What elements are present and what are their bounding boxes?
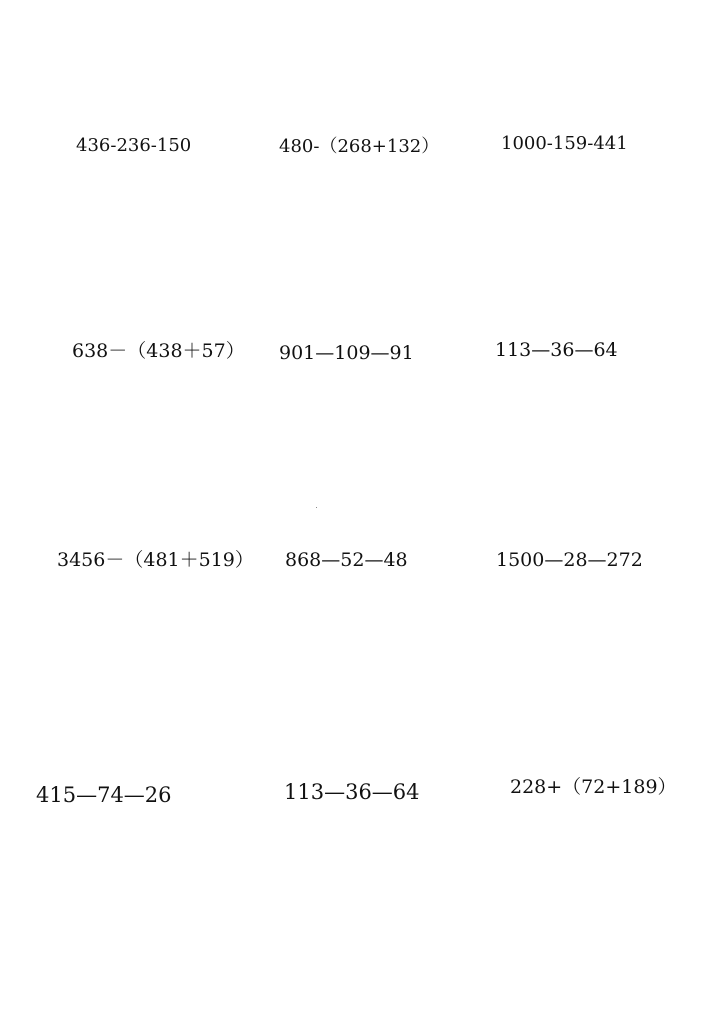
expression-r4c3: 228+（72+189） [510, 776, 677, 798]
expression-r3c2: 868—52—48 [285, 549, 408, 571]
expression-r4c2: 113—36—64 [284, 780, 420, 804]
expression-r1c1: 436-236-150 [76, 135, 192, 156]
expression-r2c1: 638－（438＋57） [72, 340, 245, 362]
expression-r2c3: 113—36—64 [495, 339, 618, 361]
expression-r3c3: 1500—28—272 [496, 549, 643, 571]
expression-r3c1: 3456－（481＋519） [57, 549, 254, 571]
scan-speck [316, 507, 317, 508]
expression-r4c1: 415—74—26 [36, 783, 172, 807]
expression-r2c2: 901—109—91 [279, 342, 414, 364]
expression-r1c3: 1000-159-441 [501, 133, 628, 154]
expression-r1c2: 480-（268+132） [279, 136, 440, 157]
